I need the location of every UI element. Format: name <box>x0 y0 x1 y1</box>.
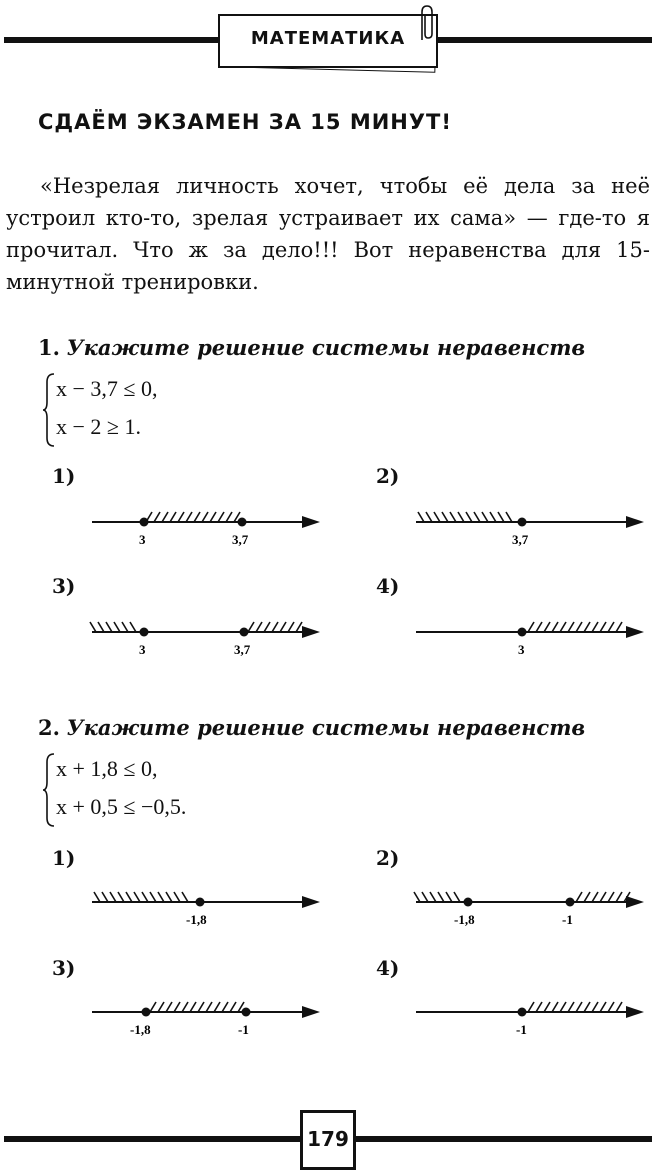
section-title: МАТЕМАТИКА <box>250 28 406 49</box>
header-rule-left <box>4 37 220 43</box>
arrow-icon <box>626 626 644 638</box>
header-rule-right <box>434 37 652 43</box>
point <box>464 898 473 907</box>
hatching <box>146 512 240 522</box>
tick-label: 3 <box>139 642 146 657</box>
problem-2-number: 2. <box>38 715 60 740</box>
hatching <box>418 512 512 522</box>
problem-1-line-1: x − 3,7 ≤ 0, <box>56 376 158 401</box>
problem-1-option-4-label: 4) <box>376 574 400 598</box>
problem-1-option-1-label: 1) <box>52 464 76 488</box>
tick-label: -1 <box>562 912 573 927</box>
problem-1-line-2: x − 2 ≥ 1. <box>56 414 141 439</box>
hatching <box>150 1002 244 1012</box>
intro-paragraph <box>6 170 650 298</box>
page-title: СДАЁМ ЭКЗАМЕН ЗА 15 МИНУТ! <box>38 110 452 134</box>
header-tag <box>218 14 438 68</box>
problem-1-system <box>42 372 242 448</box>
point <box>238 518 247 527</box>
arrow-icon <box>302 896 320 908</box>
intro-text: «Незрелая личность хочет, чтобы её дела за неё устроил кто-то, зрелая устраивает их сама» — где-то я прочитал. Что ж за дело!!! Вот неравенства для 15-минутной тренировки. <box>6 174 650 294</box>
footer-rule-left <box>4 1136 302 1142</box>
problem-2-number-line-3 <box>86 990 326 1040</box>
arrow-icon <box>626 516 644 528</box>
tick-label: 3,7 <box>232 532 249 547</box>
point <box>240 628 249 637</box>
problem-2-line-2: x + 0,5 ≤ −0,5. <box>56 794 187 819</box>
arrow-icon <box>626 1006 644 1018</box>
problem-1-number-line-4 <box>410 610 650 660</box>
tick-label: -1 <box>238 1022 249 1037</box>
problem-2-number-line-1 <box>86 880 326 930</box>
point <box>518 518 527 527</box>
point <box>142 1008 151 1017</box>
problem-2-number-line-2 <box>410 880 650 930</box>
point <box>140 628 149 637</box>
problem-2-option-2-label: 2) <box>376 846 400 870</box>
footer-rule-right <box>350 1136 652 1142</box>
point <box>518 1008 527 1017</box>
problem-2-option-1-label: 1) <box>52 846 76 870</box>
tick-label: -1,8 <box>130 1022 151 1037</box>
tick-label: 3 <box>518 642 525 657</box>
point <box>242 1008 251 1017</box>
arrow-icon <box>626 896 644 908</box>
point <box>566 898 575 907</box>
brace-icon <box>42 372 56 448</box>
problem-1-number: 1. <box>38 335 60 360</box>
arrow-icon <box>302 1006 320 1018</box>
problem-1-option-2-label: 2) <box>376 464 400 488</box>
problem-2-number-line-4 <box>410 990 650 1040</box>
problem-1-number-line-1 <box>86 500 326 550</box>
hatching <box>528 622 622 632</box>
problem-2-heading <box>38 715 585 740</box>
problem-2-option-4-label: 4) <box>376 956 400 980</box>
problem-1-option-3-label: 3) <box>52 574 76 598</box>
tick-label: 3 <box>139 532 146 547</box>
problem-2-system <box>42 752 262 828</box>
tick-label: 3,7 <box>512 532 529 547</box>
problem-2-prompt: Укажите решение системы неравенств <box>66 715 586 740</box>
paperclip-icon <box>416 4 438 44</box>
problem-1-number-line-3 <box>86 610 326 660</box>
point <box>140 518 149 527</box>
problem-2-line-1: x + 1,8 ≤ 0, <box>56 756 158 781</box>
hatching <box>414 892 630 902</box>
point <box>518 628 527 637</box>
page-number: 179 <box>307 1127 349 1151</box>
problem-1-heading <box>38 335 585 360</box>
tick-label: -1 <box>516 1022 527 1037</box>
hatching <box>94 892 188 902</box>
page-number-box <box>300 1110 356 1170</box>
brace-icon <box>42 752 56 828</box>
arrow-icon <box>302 516 320 528</box>
problem-2-option-3-label: 3) <box>52 956 76 980</box>
tick-label: 3,7 <box>234 642 251 657</box>
hatching <box>528 1002 622 1012</box>
problem-1-prompt: Укажите решение системы неравенств <box>66 335 586 360</box>
problem-1-number-line-2 <box>410 500 650 550</box>
arrow-icon <box>302 626 320 638</box>
hatching <box>90 622 302 632</box>
point <box>196 898 205 907</box>
tick-label: -1,8 <box>186 912 207 927</box>
tick-label: -1,8 <box>454 912 475 927</box>
